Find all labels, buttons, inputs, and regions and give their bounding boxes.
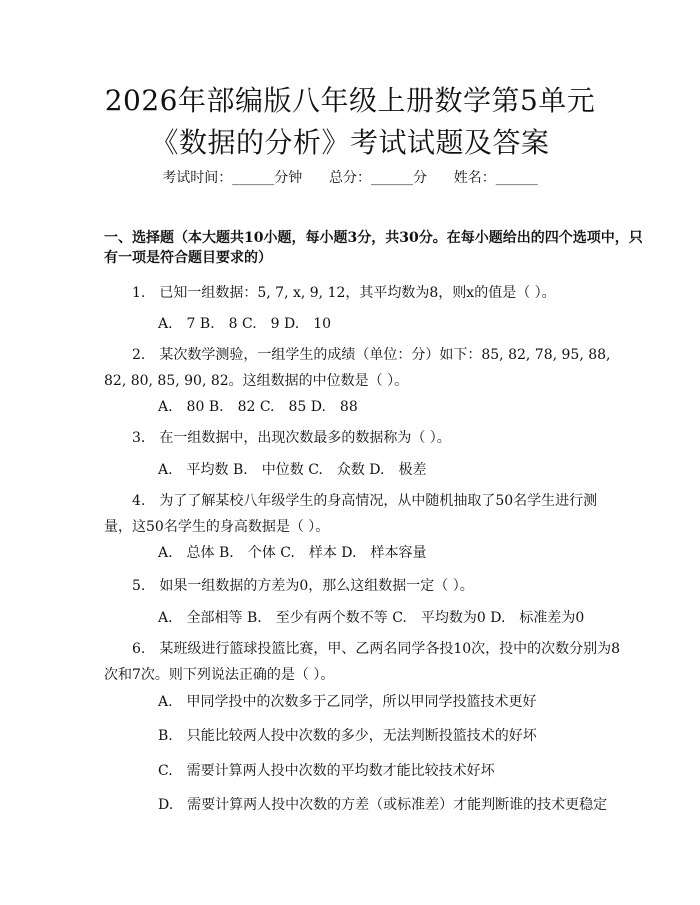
question-1-options: A. 7 B. 8 C. 9 D. 10 bbox=[158, 316, 332, 332]
question-4: 4. 为了了解某校八年级学生的身高情况，从中随机抽取了50名学生进行测量，这50名学生的身高数据是（ ）。 bbox=[104, 493, 598, 535]
question-2-options: A. 80 B. 82 C. 85 D. 88 bbox=[158, 399, 358, 415]
question-3: 3. 在一组数据中，出现次数最多的数据称为（ ）。 bbox=[132, 430, 451, 446]
question-6-option-d: D. 需要计算两人投中次数的方差（或标准差）才能判断谁的技术更稳定 bbox=[158, 797, 608, 813]
question-6-option-b: B. 只能比较两人投中次数的多少，无法判断投篮技术的好坏 bbox=[158, 728, 537, 744]
question-3-options: A. 平均数 B. 中位数 C. 众数 D. 极差 bbox=[158, 462, 427, 478]
exam-info-line: 考试时间：______分钟 总分：______分 姓名：______ bbox=[162, 170, 538, 186]
question-1: 1. 已知一组数据：5, 7, x, 9, 12，其平均数为8，则x的值是（ ）。 bbox=[132, 285, 556, 301]
question-2: 2. 某次数学测验，一组学生的成绩（单位：分）如下：85, 82, 78, 95, 88, 82, 80, 85, 90, 82。这组数据的中位数是（ ）。 bbox=[104, 347, 611, 389]
question-6-option-a: A. 甲同学投中的次数多于乙同学，所以甲同学投篮技术更好 bbox=[158, 694, 537, 710]
question-5: 5. 如果一组数据的方差为0，那么这组数据一定（ ）。 bbox=[132, 578, 474, 594]
exam-title: 2026年部编版八年级上册数学第5单元《数据的分析》考试试题及答案 bbox=[104, 84, 596, 159]
question-4-options: A. 总体 B. 个体 C. 样本 D. 样本容量 bbox=[158, 545, 427, 561]
question-5-options: A. 全部相等 B. 至少有两个数不等 C. 平均数为0 D. 标准差为0 bbox=[158, 610, 585, 626]
section-heading: 一、选择题（本大题共10小题，每小题3分，共30分。在每小题给出的四个选项中，只有一项是符合题目要求的） bbox=[104, 230, 643, 266]
question-6: 6. 某班级进行篮球投篮比赛，甲、乙两名同学各投10次，投中的次数分别为8次和7次。则下列说法正确的是（ ）。 bbox=[104, 641, 621, 683]
question-6-option-c: C. 需要计算两人投中次数的平均数才能比较技术好坏 bbox=[158, 763, 495, 779]
